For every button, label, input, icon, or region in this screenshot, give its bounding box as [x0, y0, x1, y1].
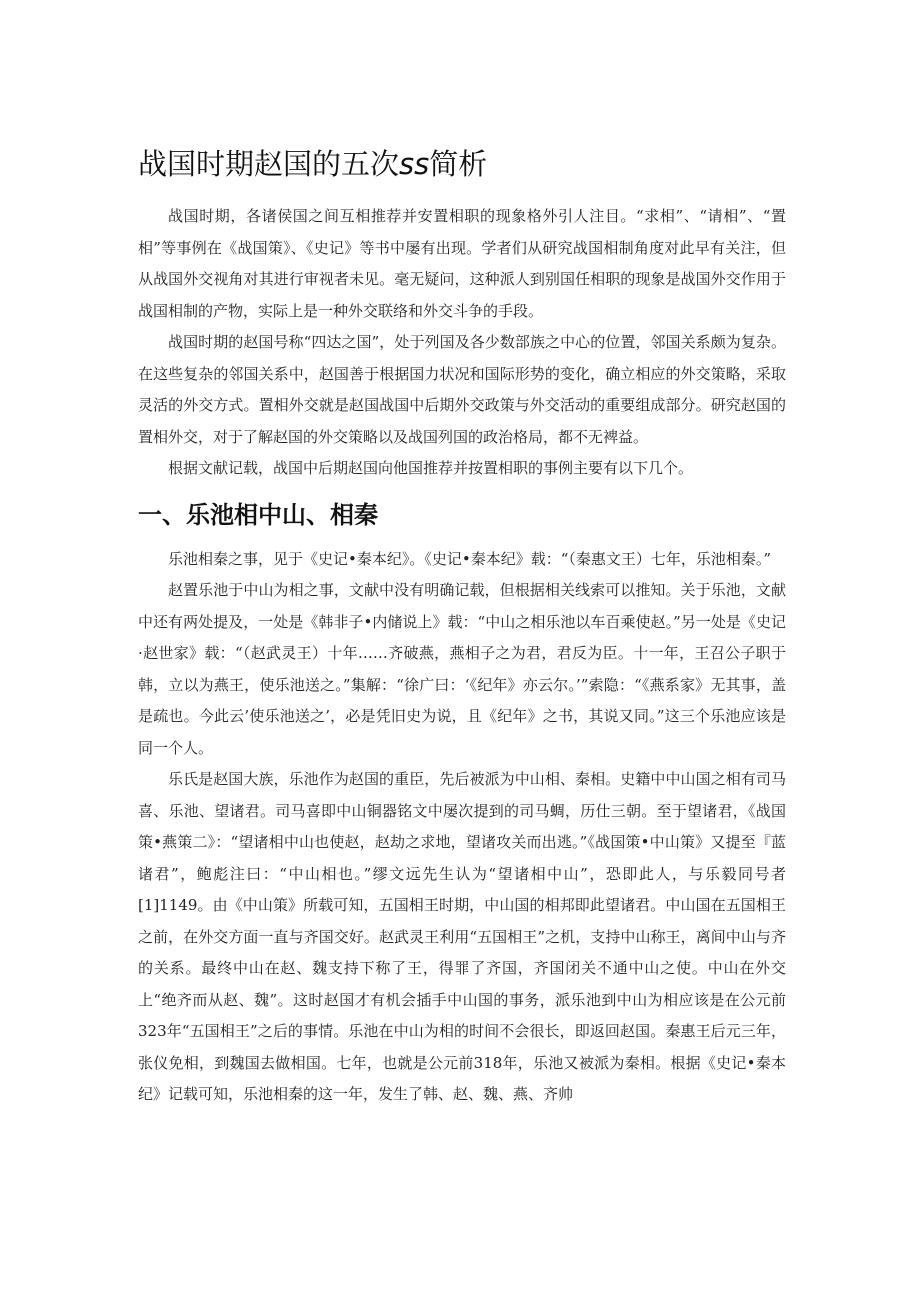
intro-paragraph-2: 战国时期的赵国号称“四达之国”，处于列国及各少数部族之中心的位置，邻国关系颇为复杂。在这些复杂的邻国关系中，赵国善于根据国力状况和国际形势的变化，确立相应的外交策略，采取灵活的外交方式。置相外交就是赵国战国中后期外交政策与外交活动的重要组成部分。研究赵国的置相外交，对于了解赵国的外交策略以及战国列国的政治格局，都不无裨益。: [138, 333, 786, 446]
intro-paragraph-3: 根据文献记载，战国中后期赵国向他国推荐并按置相职的事例主要有以下几个。: [168, 459, 694, 477]
document-body: [138, 201, 786, 1111]
section1-paragraph-2: 赵置乐池于中山为相之事，文献中没有明确记载，但根据相关线索可以推知。关于乐池，文献中还有两处提及，一处是《韩非子•内储说上》载：“中山之相乐池以车百乘使赵。”另一处是《史记·赵世家》载：“（赵武灵王）十年……齐破燕，燕相子之为君，君反为臣。十一年，王召公子职于韩，立以为燕王，使乐池送之。”集解：“徐广曰：‘《纪年》亦云尔。’”索隐：“《燕系家》无其事，盖是疏也。今此云’使乐池送之’，必是凭旧史为说，且《纪年》之书，其说又同。”这三个乐池应该是同一个人。: [138, 581, 786, 757]
section1-paragraph-1: 乐池相秦之事，见于《史记•秦本纪》。《史记•秦本纪》载：“（秦惠文王）七年，乐池相秦。”: [168, 549, 772, 568]
title-italic-fragment: ss: [399, 147, 430, 181]
title-suffix: 简析: [429, 147, 488, 181]
title-main: 战国时期赵国的五次: [138, 147, 400, 181]
intro-paragraph-1: 战国时期，各诸侯国之间互相推荐并安置相职的现象格外引人注目。“求相”、“请相”、“置相”等事例在《战国策》、《史记》等书中屡有出现。学者们从研究战国相制角度对此早有关注，但从战国外交视角对其进行审视者未见。毫无疑问，这种派人到别国任相职的现象是战国外交作用于战国相制的产物，实际上是一种外交联络和外交斗争的手段。: [138, 207, 786, 320]
section1-paragraph-3: 乐氏是赵国大族，乐池作为赵国的重臣，先后被派为中山相、秦相。史籍中中山国之相有司马喜、乐池、望诸君。司马喜即中山铜器铭文中屡次提到的司马蜩，历仕三朝。至于望诸君，《战国策•燕策二》：“望诸相中山也使赵，赵劫之求地，望诸攻关而出逃。”《战国策•中山策》又提至『蓝诸君”，鲍彪注曰：“中山相也。”缪文远先生认为“望诸相中山”，恐即此人，与乐毅同号者[1]1149。由《中山策》所载可知，五国相王时期，中山国的相邦即此望诸君。中山国在五国相王之前，在外交方面一直与齐国交好。赵武灵王利用“五国相王”之机，支持中山称王，离间中山与齐的关系。最终中山在赵、魏支持下称了王，得罪了齐国，齐国闭关不通中山之使。中山在外交上“绝齐而从赵、魏”。这时赵国才有机会插手中山国的事务，派乐池到中山为相应该是在公元前323年“五国相王”之后的事情。乐池在中山为相的时间不会很长，即返回赵国。秦惠王后元三年，张仪免相，到魏国去做相国。七年，也就是公元前318年，乐池又被派为秦相。根据《史记•秦本纪》记载可知，乐池相秦的这一年，发生了韩、赵、魏、燕、齐帅: [138, 770, 786, 1103]
section-heading-1: 一、乐池相中山、相秦: [138, 500, 378, 529]
page-title: [138, 142, 487, 183]
